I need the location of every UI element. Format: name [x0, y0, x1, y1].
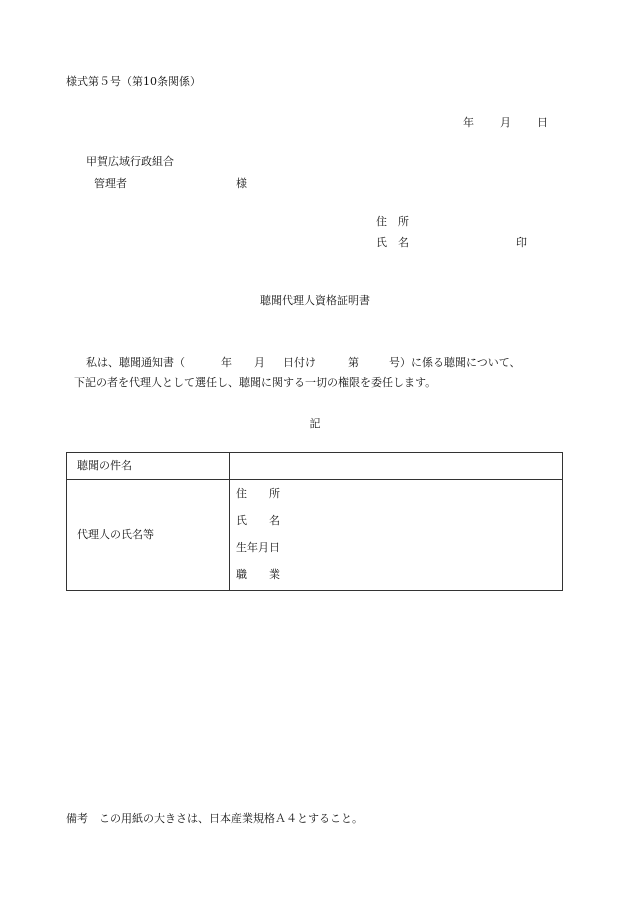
- date-line: [463, 116, 548, 130]
- date-year-label: 年: [463, 116, 474, 129]
- applicant-name-label: 氏 名: [376, 236, 409, 249]
- body-line1-end: 号）に係る聴聞について、: [389, 356, 521, 369]
- body-year-label: 年: [221, 356, 232, 369]
- agent-details: [230, 480, 562, 590]
- applicant-address-label: 住 所: [376, 215, 409, 228]
- seal-mark: 印: [516, 236, 527, 249]
- remarks-note: 備考 この用紙の大きさは、日本産業規格Ａ４とすること。: [66, 812, 363, 825]
- record-table: [66, 452, 563, 591]
- body-line-2: 下記の者を代理人として選任し、聴聞に関する一切の権限を委任します。: [74, 376, 437, 389]
- date-day-label: 日: [537, 116, 548, 129]
- agent-label: 代理人の氏名等: [77, 528, 154, 541]
- agent-label-cell: [67, 480, 230, 591]
- agent-name-label: 氏 名: [236, 514, 280, 527]
- case-name-label-cell: [67, 453, 230, 480]
- body-dated-label: 日付け: [283, 356, 316, 369]
- agent-birthdate-label: 生年月日: [236, 541, 280, 554]
- body-line1-start: 私は、聴聞通知書（: [86, 356, 185, 369]
- addressee-honorific: 様: [236, 177, 247, 190]
- date-month-label: 月: [500, 116, 511, 129]
- body-month-label: 月: [254, 356, 265, 369]
- case-name-label: 聴聞の件名: [77, 459, 132, 472]
- form-number: 様式第５号（第10条関係）: [66, 75, 201, 88]
- document-title: 聴聞代理人資格証明書: [260, 294, 370, 307]
- agent-details-cell: [230, 480, 563, 591]
- case-name-value-cell: [230, 453, 563, 480]
- agent-row: [67, 480, 563, 591]
- ki-marker: 記: [309, 417, 321, 430]
- body-number-prefix: 第: [348, 356, 359, 369]
- agent-address-label: 住 所: [236, 487, 280, 500]
- case-name-row: [67, 453, 563, 480]
- addressee-organization: 甲賀広域行政組合: [86, 155, 174, 168]
- body-line-1: [86, 356, 521, 370]
- agent-occupation-label: 職 業: [236, 568, 280, 581]
- addressee-title: 管理者: [94, 177, 127, 190]
